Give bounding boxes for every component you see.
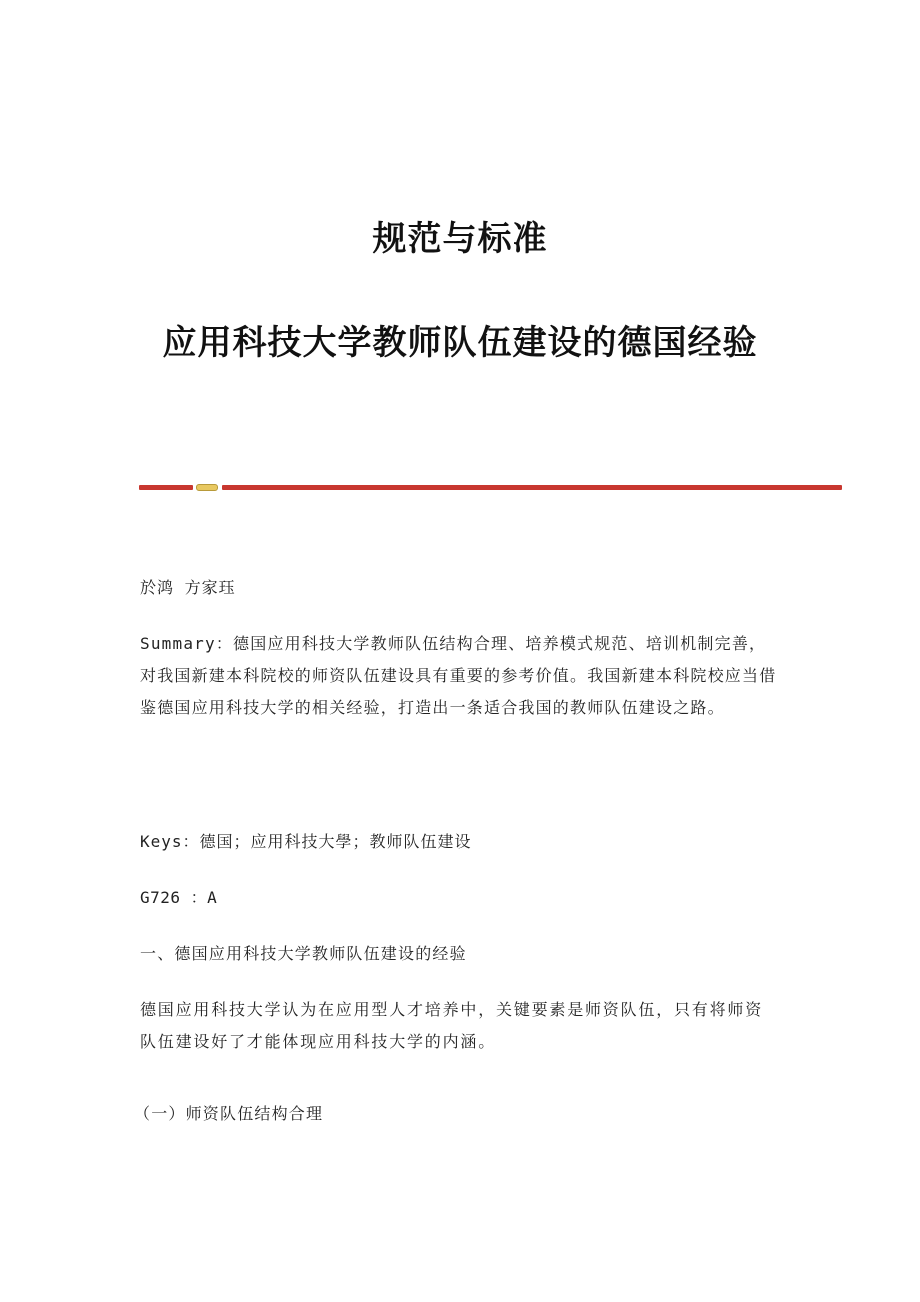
classification-code: G726 ：A (140, 888, 218, 907)
article-title: 应用科技大学教师队伍建设的德国经验 (162, 323, 758, 363)
column-title: 规范与标准 (372, 219, 548, 259)
subsection-heading: （一）师资队伍结构合理 (134, 1104, 324, 1123)
divider-ornament-icon (196, 484, 218, 491)
divider-line-right (222, 485, 842, 490)
keywords: Keys：德国；应用科技大學；教师队伍建设 (140, 832, 472, 851)
authors: 於鸿 方家珏 (140, 578, 236, 597)
section-body-paragraph: 德国应用科技大学认为在应用型人才培养中，关键要素是师资队伍，只有将师资队伍建设好了才能体现应用科技大学的内涵。 (140, 1000, 764, 1051)
summary-paragraph: Summary：德国应用科技大学教师队伍结构合理、培养模式规范、培训机制完善，对我国新建本科院校的师资队伍建设具有重要的参考价值。我国新建本科院校应当借鉴德国应用科技大学的相关经验，打造出一条适合我国的教师队伍建设之路。 (140, 634, 777, 717)
divider-line-left (139, 485, 193, 490)
section-heading: 一、德国应用科技大学教师队伍建设的经验 (140, 944, 467, 963)
